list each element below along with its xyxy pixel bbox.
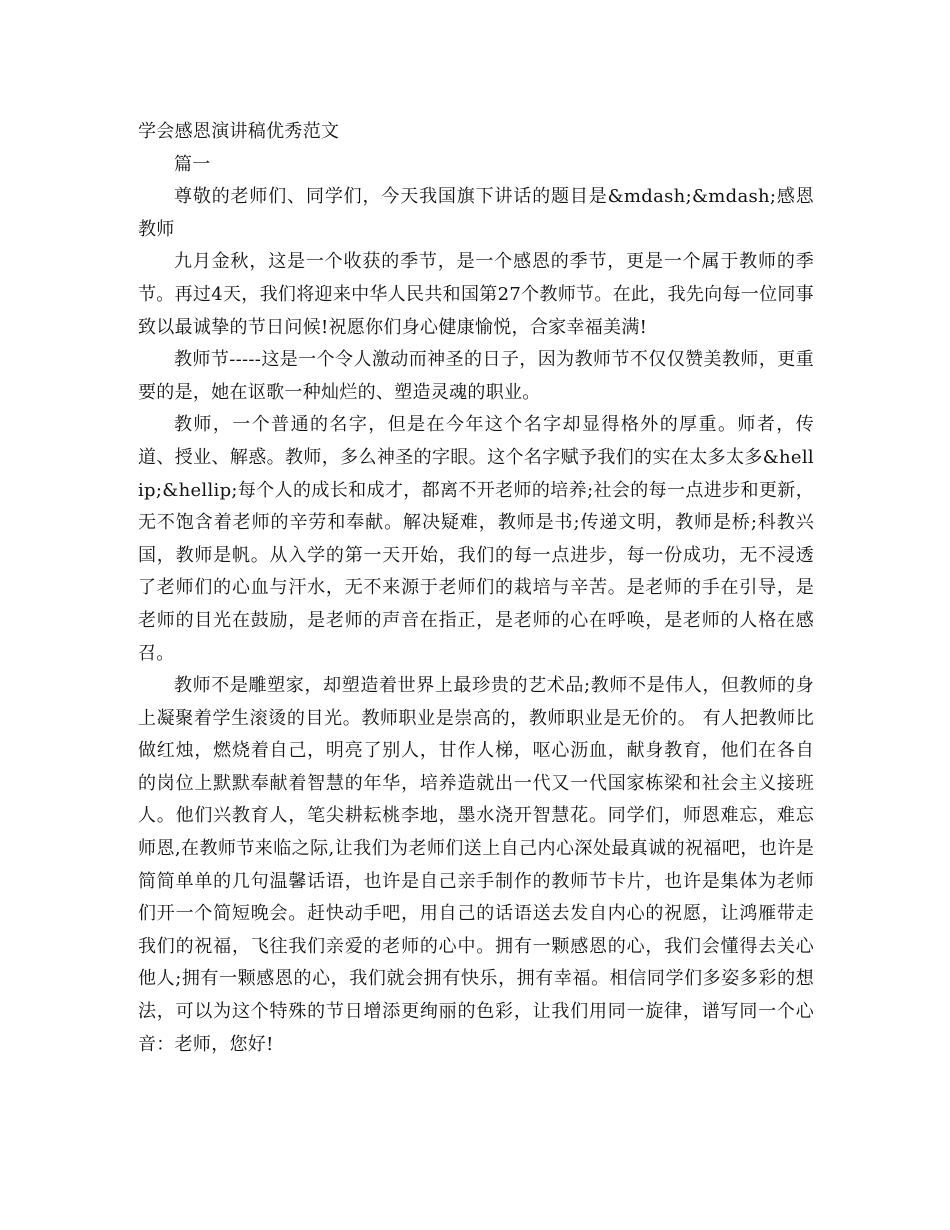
section-heading: 篇一 [174, 153, 211, 175]
paragraph-greeting: 尊敬的老师们、同学们，今天我国旗下讲话的题目是&mdash;&mdash;感恩教师 [138, 186, 814, 240]
document-title: 学会感恩演讲稿优秀范文 [138, 121, 340, 142]
paragraph-golden-autumn: 九月金秋，这是一个收获的季节，是一个感恩的季节，更是一个属于教师的季节。再过4天，我们将迎来中华人民共和国第27个教师节。在此，我先向每一位同事致以最诚挚的节日问候!祝愿你们身心健康愉悦，合家幸福美满! [138, 251, 814, 338]
paragraph-teachers-day: 教师节-----这是一个令人激动而神圣的日子，因为教师节不仅仅赞美教师，更重要的是，她在讴歌一种灿烂的、塑造灵魂的职业。 [138, 349, 814, 403]
paragraph-teacher-not-sculptor: 教师不是雕塑家，却塑造着世界上最珍贵的艺术品;教师不是伟人，但教师的身上凝聚着学生滚烫的目光。教师职业是崇高的，教师职业是无价的。 有人把教师比做红烛，燃烧着自己，明亮了别人，甘作人梯，呕心沥血，献身教育，他们在各自的岗位上默默奉献着智慧的年华，培养造就出一代又一代国家栋梁和社会主义接班人。他们兴教育人，笔尖耕耘桃李地，墨水浇开智慧花。同学们，师恩难忘，难忘师恩,在教师节来临之际,让我们为老师们送上自己内心深处最真诚的祝福吧，也许是简简单单的几句温馨话语，也许是自己亲手制作的教师节卡片，也许是集体为老师们开一个简短晚会。赶快动手吧，用自己的话语送去发自内心的祝愿，让鸿雁带走我们的祝福，飞往我们亲爱的老师的心中。拥有一颗感恩的心，我们会懂得去关心他人;拥有一颗感恩的心，我们就会拥有快乐，拥有幸福。相信同学们多姿多彩的想法，可以为这个特殊的节日增添更绚丽的色彩，让我们用同一旋律，谱写同一个心音：老师，您好! [138, 675, 814, 1055]
paragraph-teacher-name: 教师，一个普通的名字，但是在今年这个名字却显得格外的厚重。师者，传道、授业、解惑。教师，多么神圣的字眼。这个名字赋予我们的实在太多太多&hellip;&hellip;每个人的成长和成才，都离不开老师的培养;社会的每一点进步和更新，无不饱含着老师的辛劳和奉献。解决疑难，教师是书;传递文明，教师是桥;科教兴国，教师是帆。从入学的第一天开始，我们的每一点进步，每一份成功，无不浸透了老师们的心血与汗水，无不来源于老师们的栽培与辛苦。是老师的手在引导，是老师的目光在鼓励，是老师的声音在指正，是老师的心在呼唤，是老师的人格在感召。 [138, 414, 814, 664]
document-body [138, 116, 814, 1061]
